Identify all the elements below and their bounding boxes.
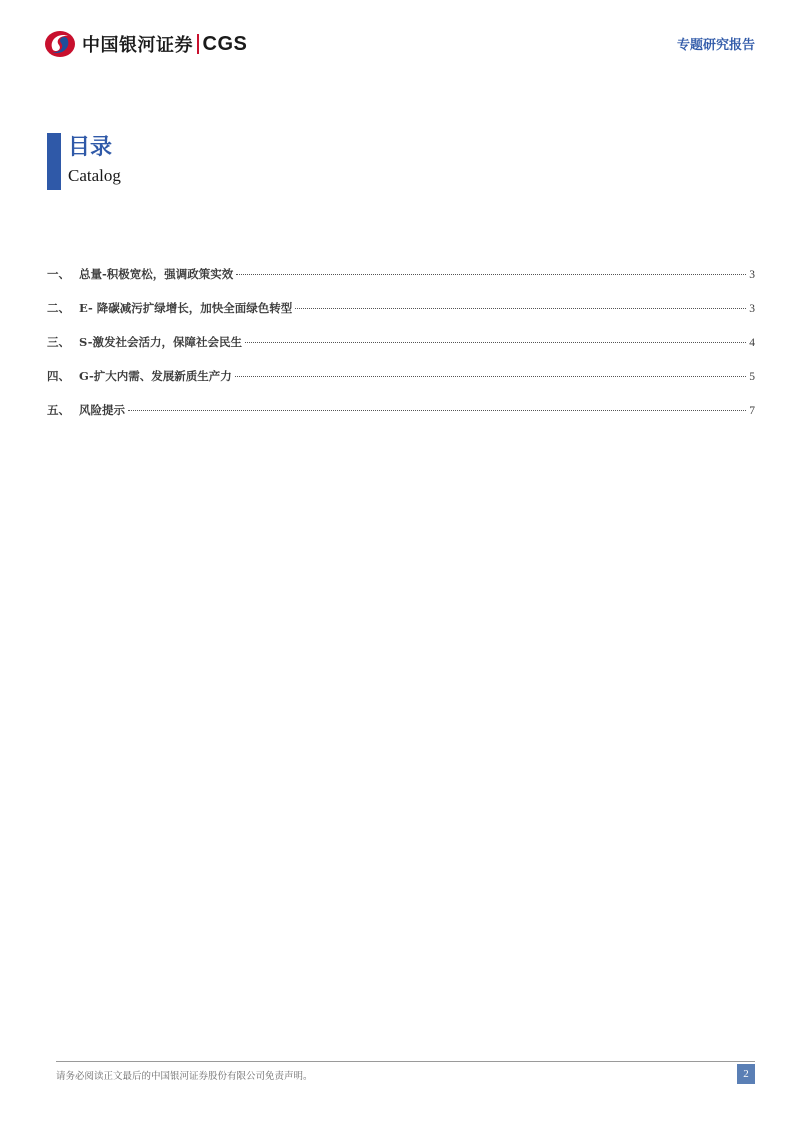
toc-entry-title[interactable]: 总量-积极宽松，强调政策实效: [79, 267, 234, 281]
toc-leader-dots: [236, 274, 746, 275]
toc-entry-title[interactable]: S-激发社会活力，保障社会民生: [79, 335, 242, 349]
page-header: [0, 0, 793, 80]
toc-entry[interactable]: [47, 402, 755, 436]
page-number-badge: 2: [737, 1064, 755, 1084]
toc-entry-title[interactable]: 风险提示: [79, 403, 125, 417]
toc-entry-number: 三、: [47, 335, 70, 349]
toc-entry[interactable]: [47, 368, 755, 402]
toc-entry[interactable]: [47, 266, 755, 300]
logo-separator: [197, 34, 199, 54]
toc-entry-page[interactable]: 4: [749, 337, 755, 349]
toc-entry-number: 四、: [47, 369, 70, 383]
catalog-title-english: Catalog: [68, 166, 121, 185]
logo-english-name: CGS: [202, 32, 248, 55]
catalog-title-chinese: 目录: [68, 135, 113, 160]
company-logo: [44, 29, 247, 59]
toc-entry-number: 一、: [47, 267, 70, 281]
heading-accent-bar: [47, 133, 61, 190]
toc-leader-dots: [128, 410, 746, 411]
footer-divider: [56, 1061, 755, 1062]
toc-entry-page[interactable]: 3: [749, 303, 755, 315]
table-of-contents: [47, 266, 755, 436]
logo-chinese-name: 中国银河证券: [82, 35, 193, 56]
toc-entry-number: 五、: [47, 403, 70, 417]
toc-entry-page[interactable]: 5: [749, 371, 755, 383]
toc-entry-page[interactable]: 7: [749, 405, 755, 417]
toc-entry[interactable]: [47, 300, 755, 334]
toc-entry-page[interactable]: 3: [749, 269, 755, 281]
toc-leader-dots: [295, 308, 746, 309]
toc-entry[interactable]: [47, 334, 755, 368]
toc-entry-title[interactable]: E- 降碳减污扩绿增长，加快全面绿色转型: [79, 301, 293, 315]
toc-leader-dots: [235, 376, 746, 377]
toc-entry-number: 二、: [47, 301, 70, 315]
toc-entry-title[interactable]: G-扩大内需、发展新质生产力: [79, 369, 232, 383]
toc-leader-dots: [245, 342, 746, 343]
report-type-label: 专题研究报告: [676, 38, 755, 53]
disclaimer-text: 请务必阅读正文最后的中国银河证券股份有限公司免责声明。: [56, 1071, 313, 1082]
galaxy-swirl-icon: [44, 29, 76, 59]
